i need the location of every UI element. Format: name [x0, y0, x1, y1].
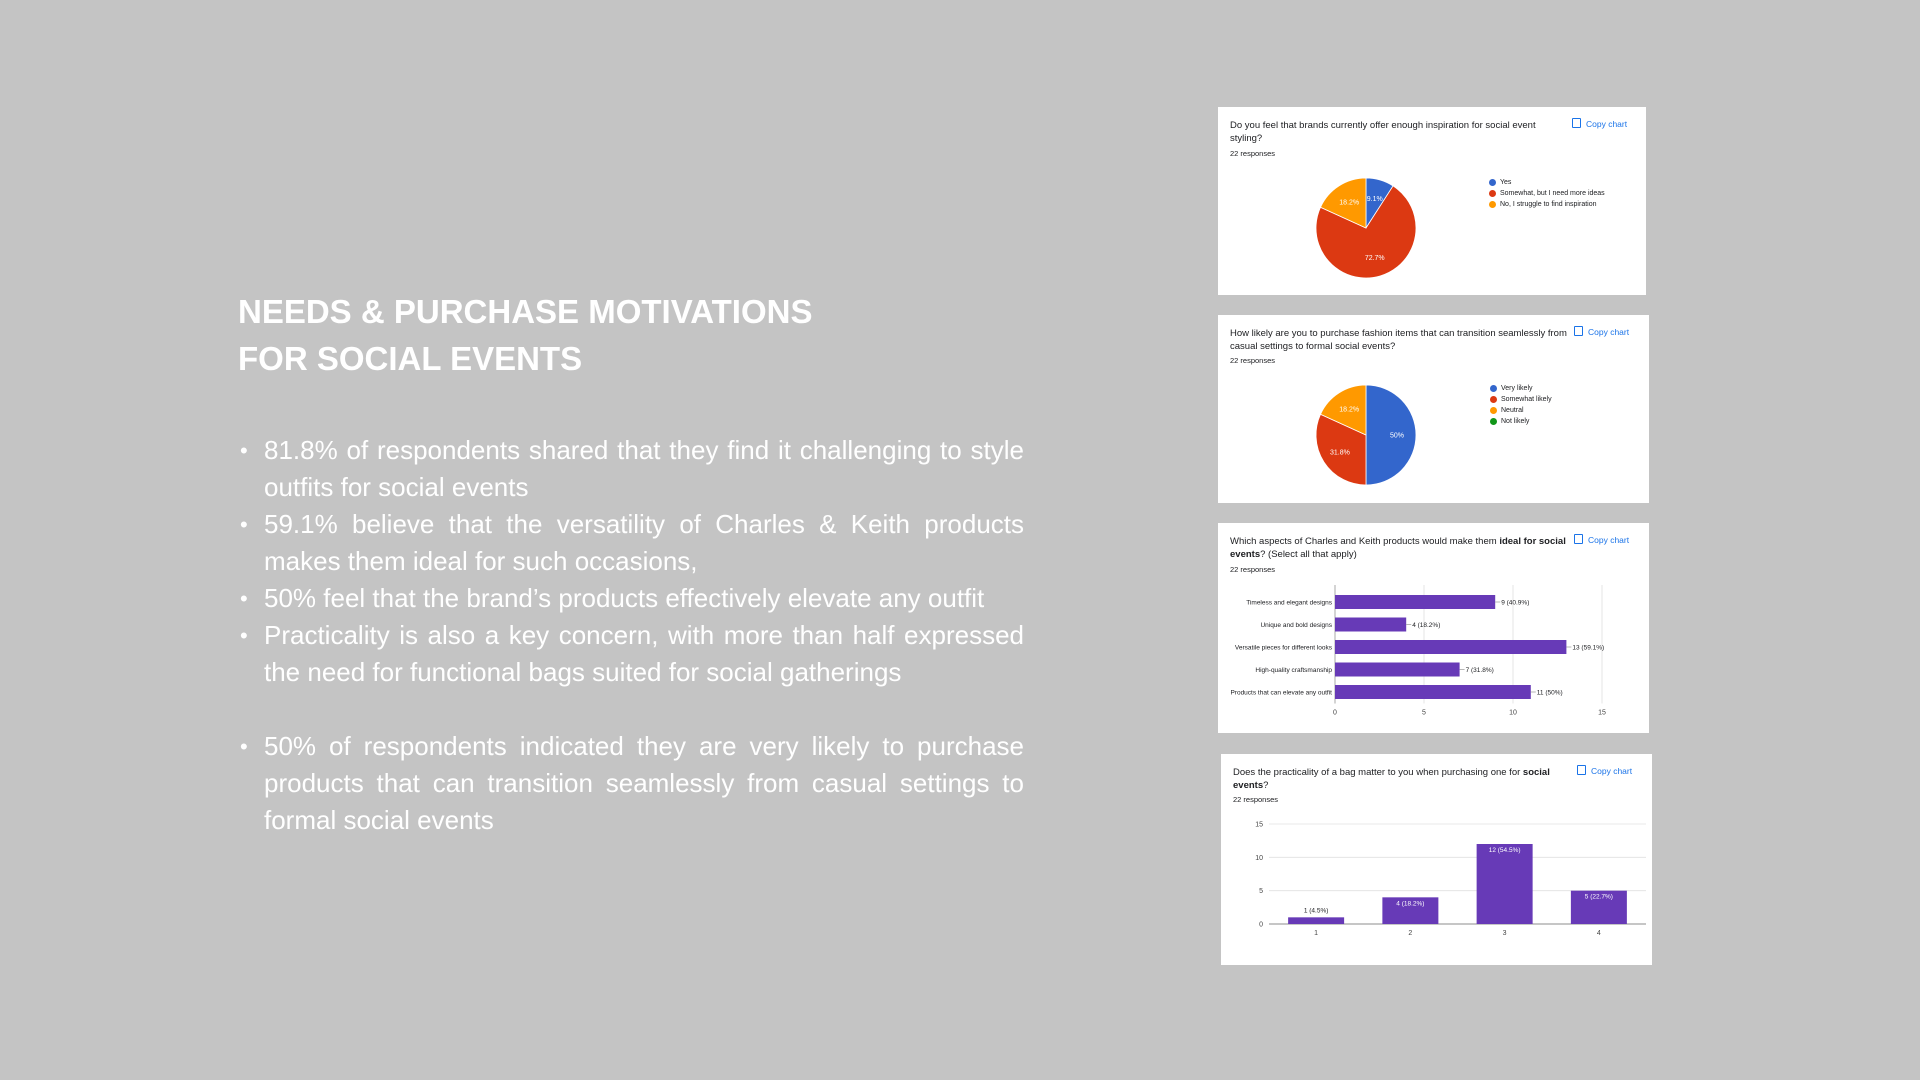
slide-title [238, 288, 813, 382]
legend-label: Yes [1500, 179, 1512, 186]
response-count: 22 responses [1233, 795, 1279, 804]
question-part: ? (Select all that apply) [1260, 549, 1357, 560]
category-label: 2 [1408, 930, 1413, 937]
category-label: 1 [1314, 930, 1319, 937]
category-label: 4 [1596, 930, 1601, 937]
y-tick-label: 15 [1255, 821, 1263, 829]
chart-card-bag-practicality [1221, 754, 1652, 965]
chart-card-purchase-likelihood [1218, 315, 1649, 503]
bar [1288, 917, 1344, 924]
slice-label: 18.2% [1339, 406, 1360, 414]
finding-item: • 59.1% believe that the versatility of Charles & Keith products makes them ideal for such occasions, [238, 506, 1024, 580]
legend-swatch [1489, 190, 1496, 197]
copy-chart-label: Copy chart [1588, 535, 1630, 545]
y-tick-label: 0 [1259, 921, 1263, 929]
response-count: 22 responses [1230, 149, 1276, 158]
question-part: ? [1263, 780, 1269, 791]
legend-swatch [1490, 396, 1497, 403]
question-emphasis: social events [1233, 767, 1550, 791]
finding-item: • 50% of respondents indicated they are very likely to purchase products that can transition seamlessly from casual settings to formal social events [238, 728, 1024, 839]
category-label: High-quality craftsmanship [1255, 667, 1332, 674]
response-count: 22 responses [1230, 565, 1276, 574]
bar-value-label: 5 (22.7%) [1584, 893, 1613, 901]
bar-value-label: 7 (31.8%) [1465, 667, 1494, 674]
legend-label: Somewhat likely [1501, 396, 1552, 403]
question-part: Which aspects of Charles and Keith products would make them [1230, 536, 1500, 547]
copy-chart-label: Copy chart [1586, 119, 1628, 129]
finding-item: • 50% feel that the brand’s products effectively elevate any outfit [238, 580, 1024, 617]
legend-swatch [1490, 407, 1497, 414]
legend-label: Neutral [1501, 407, 1524, 414]
chart-question: How likely are you to purchase fashion items that can transition seamlessly from casual settings to formal social events? [1230, 328, 1567, 352]
slice-label: 31.8% [1330, 449, 1350, 457]
legend-swatch [1490, 385, 1497, 392]
chart-card-product-aspects [1218, 523, 1649, 733]
bar [1335, 640, 1566, 654]
slice-label: 50% [1389, 432, 1405, 440]
bar-value-label: 9 (40.9%) [1501, 599, 1530, 607]
legend-item [1489, 199, 1605, 210]
category-label: 3 [1502, 930, 1507, 937]
x-tick-label: 0 [1333, 709, 1337, 717]
legend-label: No, I struggle to find inspiration [1500, 201, 1597, 208]
finding-item: • Practicality is also a key concern, with more than half expressed the need for functional bags suited for social gatherings [238, 617, 1024, 691]
bar [1335, 618, 1406, 632]
bar [1477, 844, 1533, 924]
copy-chart-label: Copy chart [1588, 327, 1630, 337]
findings-list [238, 432, 1024, 839]
response-count: 22 responses [1230, 356, 1276, 365]
category-label: Products that can elevate any outfit [1230, 689, 1332, 697]
legend-item [1490, 405, 1552, 416]
legend-label: Not likely [1501, 418, 1530, 425]
question-part: Does the practicality of a bag matter to you when purchasing one for [1233, 767, 1523, 778]
x-tick-label: 10 [1509, 709, 1517, 717]
legend-swatch [1489, 201, 1496, 208]
chart-legend [1489, 177, 1605, 210]
bar-value-label: 13 (59.1%) [1572, 644, 1605, 652]
legend-item [1489, 188, 1605, 199]
bar-value-label: 11 (50%) [1536, 689, 1563, 697]
question-emphasis: ideal for social events [1230, 536, 1566, 560]
finding-item: • 81.8% of respondents shared that they find it challenging to style outfits for social events [238, 432, 1024, 506]
legend-item [1489, 177, 1605, 188]
category-label: Unique and bold designs [1260, 622, 1332, 629]
bar [1335, 663, 1460, 677]
chart-question: Do you feel that brands currently offer enough inspiration for social event styling? [1230, 120, 1536, 144]
legend-swatch [1489, 179, 1496, 186]
bar [1335, 595, 1495, 609]
x-tick-label: 5 [1422, 709, 1426, 717]
legend-swatch [1490, 418, 1497, 425]
chart-legend [1490, 383, 1552, 427]
pie-chart-purchase-likelihood [1218, 315, 1649, 503]
legend-label: Somewhat, but I need more ideas [1500, 190, 1605, 197]
bar-value-label: 1 (4.5%) [1303, 907, 1329, 915]
bar-value-label: 4 (18.2%) [1412, 622, 1441, 629]
y-tick-label: 5 [1259, 888, 1263, 896]
y-tick-label: 10 [1255, 854, 1263, 862]
bar-chart-product-aspects [1218, 523, 1649, 733]
category-label: Timeless and elegant designs [1246, 599, 1332, 607]
x-tick-label: 15 [1598, 709, 1606, 717]
bar-value-label: 12 (54.5%) [1488, 847, 1521, 854]
slide-title-line-1: NEEDS & PURCHASE MOTIVATIONS [238, 293, 813, 330]
bar-chart-bag-practicality [1221, 754, 1652, 965]
chart-card-inspiration [1218, 107, 1646, 295]
slice-label: 18.2% [1339, 199, 1360, 207]
bar [1335, 685, 1531, 699]
legend-item [1490, 416, 1552, 427]
category-label: Versatile pieces for different looks [1234, 644, 1332, 652]
copy-chart-label: Copy chart [1591, 766, 1633, 776]
slice-label: 9.1% [1366, 195, 1383, 203]
slice-label: 72.7% [1364, 255, 1385, 263]
slide-title-line-2: FOR SOCIAL EVENTS [238, 340, 583, 377]
legend-label: Very likely [1501, 385, 1533, 392]
legend-item [1490, 383, 1552, 394]
bar-value-label: 4 (18.2%) [1396, 900, 1425, 908]
legend-item [1490, 394, 1552, 405]
